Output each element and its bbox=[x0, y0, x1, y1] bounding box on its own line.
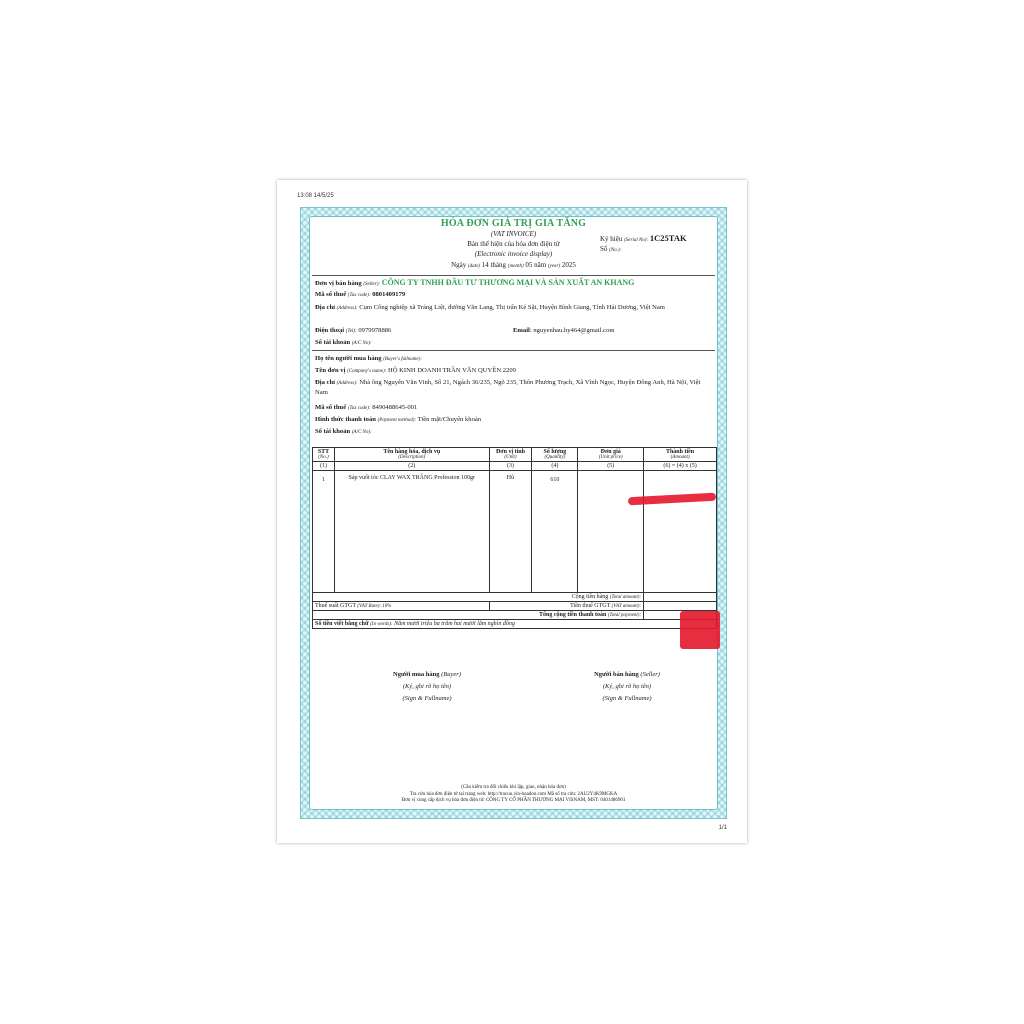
header-cell: Đơn vị tính (Unit) bbox=[489, 448, 532, 462]
vat-rate: Thuế suất GTGT (VAT Rate): 10% bbox=[313, 602, 490, 611]
seller-signature-block: Người bán hàng (Seller) (Ký, ghi rõ họ tên) (Sign & Fullname) bbox=[594, 671, 660, 702]
page-number: 1/1 bbox=[718, 825, 727, 831]
seller-email-line: Email: nguyenhau.hy464@gmail.com bbox=[513, 327, 615, 334]
serial-number: Ký hiệu (Serial No): 1C25TAK bbox=[600, 233, 687, 243]
index-cell: (6) = (4) x (5) bbox=[644, 462, 717, 471]
invoice-title-en: (VAT INVOICE) bbox=[490, 230, 537, 238]
buyer-tax-line: Mã số thuế (Tax code): 8490488645-001 bbox=[315, 404, 418, 411]
header-cell: Số lượng (Quantity) bbox=[532, 448, 578, 462]
table-row bbox=[313, 471, 717, 593]
index-cell: (3) bbox=[489, 462, 532, 471]
seller-phone-line: Điện thoại (Tel): 0979978886 bbox=[315, 327, 392, 334]
invoice-body bbox=[309, 216, 718, 810]
divider bbox=[312, 350, 715, 351]
total-label: Tổng cộng tiền thanh toán (Total payment): bbox=[313, 611, 644, 620]
row-unit: Hũ bbox=[489, 471, 532, 593]
seller-address-line: Địa chỉ (Address): Cụm Công nghiệp xã Tráng Liệt, đường Văn Lang, Thị trấn Kẻ Sặt, Huyện Bình Giang, Tỉnh Hải Dương, Việt Nam bbox=[315, 304, 665, 311]
row-amount bbox=[644, 471, 717, 593]
vat-amount-label: Tiền thuế GTGT (VAT amount): bbox=[489, 602, 644, 611]
header-cell: Đơn giá (Unit price) bbox=[578, 448, 644, 462]
row-unit-price bbox=[578, 471, 644, 593]
invoice-number: Số (No.): bbox=[600, 245, 622, 253]
display-note: Bản thể hiện của hóa đơn điện tử bbox=[467, 240, 560, 248]
display-note-en: (Electronic invoice display) bbox=[474, 250, 553, 258]
table-header-row bbox=[313, 448, 717, 462]
index-cell: (5) bbox=[578, 462, 644, 471]
buyer-signature-block: Người mua hàng (Buyer) (Ký, ghi rõ họ tên) (Sign & Fullname) bbox=[393, 671, 461, 702]
print-timestamp: 13:08 14/5/25 bbox=[297, 193, 334, 199]
subtotal-label: Cộng tiền hàng (Total amount): bbox=[313, 593, 644, 602]
divider bbox=[312, 275, 715, 276]
invoice-page bbox=[277, 180, 747, 843]
index-cell: (1) bbox=[313, 462, 335, 471]
invoice-date: Ngày (date) 14 tháng (month) 05 năm (year) 2025 bbox=[451, 261, 576, 269]
row-quantity: 610 bbox=[532, 471, 578, 593]
vat-amount-value bbox=[644, 602, 717, 611]
index-cell: (2) bbox=[334, 462, 489, 471]
header-cell: Thành tiền (Amount) bbox=[644, 448, 717, 462]
total-row bbox=[313, 611, 717, 620]
vat-row bbox=[313, 602, 717, 611]
buyer-fullname-line: Họ tên người mua hàng (Buyer's fullname): bbox=[315, 355, 422, 362]
buyer-company-line: Tên đơn vị (Company's name): HỘ KINH DOANH TRẦN VĂN QUYỀN 2209 bbox=[315, 367, 516, 374]
amount-in-words: Số tiền viết bằng chữ (In words): Năm mươi triệu ba trăm hai mươi lăm nghìn đồng bbox=[313, 620, 717, 629]
decorative-border bbox=[300, 207, 727, 819]
seller-name-line: Đơn vị bán hàng (Seller): CÔNG TY TNHH ĐẦU TƯ THƯƠNG MẠI VÀ SẢN XUẤT AN KHANG bbox=[315, 278, 635, 287]
index-cell: (4) bbox=[532, 462, 578, 471]
table-index-row bbox=[313, 462, 717, 471]
invoice-footer: (Cần kiểm tra đối chiếu khi lập, giao, nhận hóa đơn) Tra cứu hóa đơn điện tử tại trang web: http://tracuu.vin-hoadon.com Mã số tra cứu: 2AU2Y4K9MGKA Đơn vị cung cấp dịch vụ hóa đơn điện tử: CÔNG TY CỔ PHẦN THƯƠNG MẠI VISNAM, MST: 0401486901 bbox=[401, 785, 626, 803]
seller-account-line: Số tài khoản (A/C No): bbox=[315, 339, 372, 346]
items-table bbox=[312, 447, 717, 629]
invoice-title: HÓA ĐƠN GIÁ TRỊ GIA TĂNG bbox=[440, 218, 587, 229]
row-number: 1 bbox=[313, 471, 335, 593]
header-cell: Tên hàng hóa, dịch vụ (Description) bbox=[334, 448, 489, 462]
payment-method-line: Hình thức thanh toán (Payment method): Tiền mặt/Chuyển khoản bbox=[315, 416, 482, 423]
subtotal-row bbox=[313, 593, 717, 602]
header-cell: STT (No.) bbox=[313, 448, 335, 462]
buyer-account-line: Số tài khoản (A/C No): bbox=[315, 428, 372, 435]
seller-name: CÔNG TY TNHH ĐẦU TƯ THƯƠNG MẠI VÀ SẢN XUẤT AN KHANG bbox=[381, 278, 635, 287]
redaction-mark bbox=[680, 611, 720, 649]
buyer-address-line: Địa chỉ (Address): Nhà ông Nguyễn Văn Vinh, Số 21, Ngách 36/235, Ngõ 235, Thôn Phương Trạch, Xã Vĩnh Ngọc, Huyện Đông Anh, Hà Nội, Việt Nam bbox=[315, 379, 701, 396]
words-row bbox=[313, 620, 717, 629]
seller-tax-line: Mã số thuế (Tax code): 0801409179 bbox=[315, 291, 406, 298]
row-description: Sáp vuốt tóc CLAY WAX TRẮNG Profession 100gr bbox=[334, 471, 489, 593]
subtotal-value bbox=[644, 593, 717, 602]
